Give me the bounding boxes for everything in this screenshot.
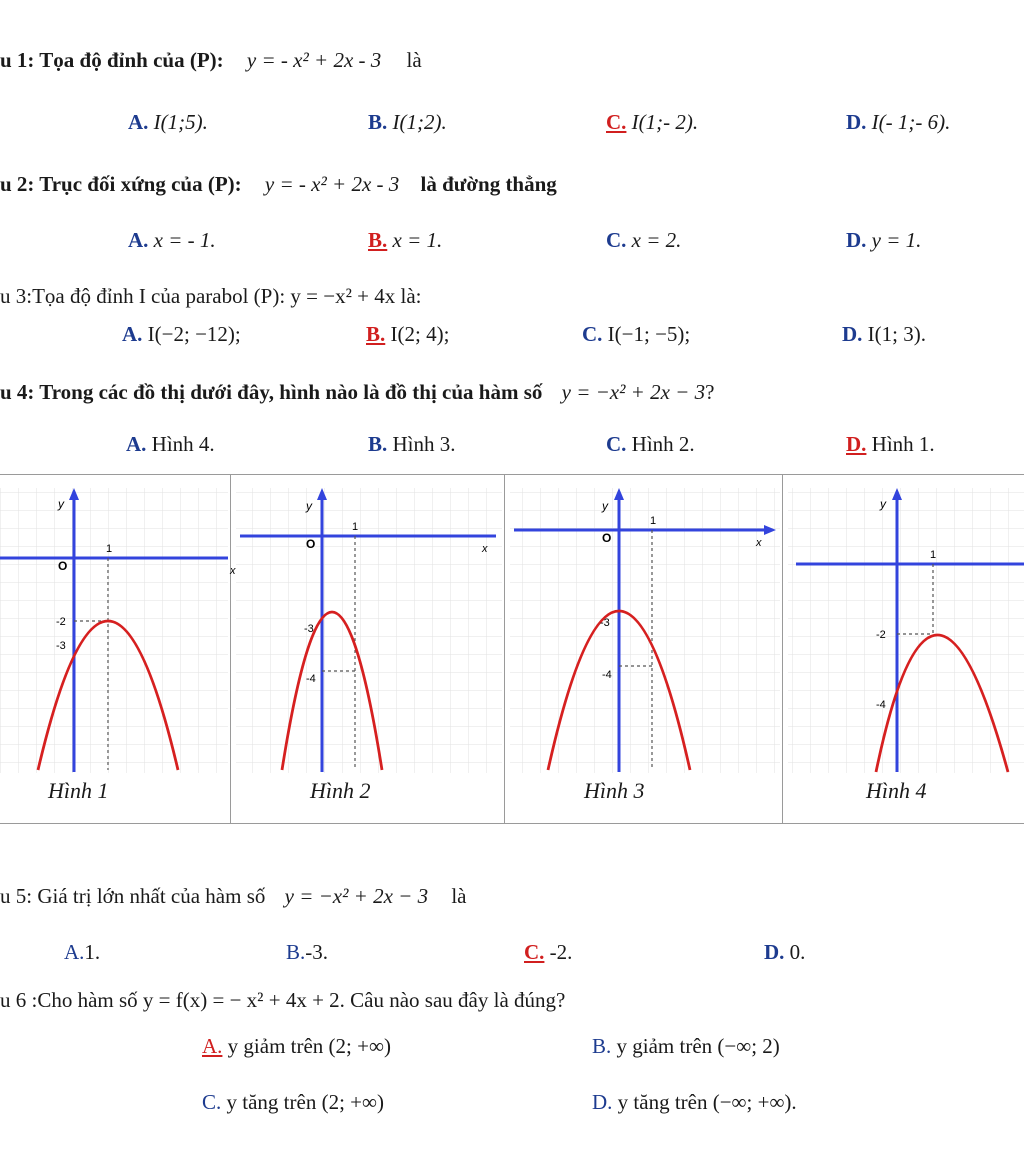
q5-answer-b-label: B. bbox=[286, 940, 306, 964]
q3-answer-c-label: C. bbox=[582, 322, 603, 346]
figure-3 bbox=[510, 488, 780, 773]
question-5-expression: y = −x² + 2x − 3 bbox=[284, 884, 429, 908]
q1-answer-a[interactable] bbox=[128, 110, 208, 135]
figure-2-y-label: y bbox=[306, 499, 312, 513]
figure-2 bbox=[236, 488, 502, 773]
q3-answer-b-label: B. bbox=[366, 322, 386, 346]
q4-answer-c[interactable] bbox=[606, 432, 695, 457]
question-5-tail: là bbox=[451, 884, 467, 908]
question-3-stem bbox=[0, 284, 422, 309]
figure-4-tick-neg4: -4 bbox=[876, 699, 886, 711]
q3-answer-a-label: A. bbox=[122, 322, 143, 346]
q3-answer-a-text: I(−2; −12); bbox=[147, 322, 241, 346]
q2-answer-a-label: A. bbox=[128, 228, 149, 252]
q5-answer-b[interactable] bbox=[286, 940, 328, 965]
question-2-tail: là đường thẳng bbox=[420, 172, 557, 196]
graph-panel bbox=[0, 474, 1024, 824]
figure-1-tick-neg2: -2 bbox=[56, 616, 66, 628]
q6-answer-c[interactable] bbox=[202, 1090, 384, 1115]
q4-answer-d-label: D. bbox=[846, 432, 867, 456]
q2-answer-b-label: B. bbox=[368, 228, 388, 252]
question-6-stem bbox=[0, 988, 565, 1013]
figure-2-origin: O bbox=[306, 537, 316, 551]
q5-answer-c-text: -2. bbox=[544, 940, 573, 964]
question-5-title: u 5: Giá trị lớn nhất của hàm số bbox=[0, 884, 266, 908]
figure-2-x-label: x bbox=[482, 543, 488, 555]
q5-answer-d-label: D. bbox=[764, 940, 785, 964]
q6-answer-b-label: B. bbox=[592, 1034, 612, 1058]
question-2-title: u 2: Trục đối xứng của (P): bbox=[0, 172, 242, 196]
graphs-svg bbox=[0, 474, 1024, 824]
q6-answer-a-text: y giảm trên (2; +∞) bbox=[222, 1034, 391, 1058]
q6-answer-b-text: y giảm trên (−∞; 2) bbox=[611, 1034, 780, 1058]
q5-answer-c[interactable] bbox=[524, 940, 572, 965]
q2-answer-d-text: y = 1. bbox=[871, 228, 922, 252]
q5-answer-b-text: -3. bbox=[305, 940, 329, 964]
q2-answer-b-text: x = 1. bbox=[392, 228, 443, 252]
q4-answer-b-text: Hình 3. bbox=[392, 432, 456, 456]
q6-answer-a[interactable] bbox=[202, 1034, 391, 1059]
figure-1 bbox=[0, 488, 236, 773]
figure-2-grid bbox=[236, 488, 502, 773]
q6-answer-d-label: D. bbox=[592, 1090, 613, 1114]
q6-answer-b[interactable] bbox=[592, 1034, 780, 1059]
q2-answer-c-label: C. bbox=[606, 228, 627, 252]
question-1-stem bbox=[0, 48, 422, 73]
question-3-title: u 3:Tọa độ đỉnh I của parabol (P): y = −x² + 4x là: bbox=[0, 284, 422, 308]
question-6-title: u 6 :Cho hàm số y = f(x) = − x² + 4x + 2. Câu nào sau đây là đúng? bbox=[0, 988, 566, 1012]
q4-answer-a-label: A. bbox=[126, 432, 147, 456]
question-2-expression: y = - x² + 2x - 3 bbox=[264, 172, 400, 196]
figure-2-tick-neg4: -4 bbox=[306, 673, 316, 685]
q6-answer-c-text: y tăng trên (2; +∞) bbox=[221, 1090, 384, 1114]
q6-answer-d-text: y tăng trên (−∞; +∞). bbox=[612, 1090, 797, 1114]
figure-3-tick-neg3: -3 bbox=[600, 617, 610, 629]
figure-4-caption: Hình 4 bbox=[866, 778, 927, 803]
figure-1-caption: Hình 1 bbox=[48, 778, 109, 803]
figure-2-tick-neg3: -3 bbox=[304, 623, 314, 635]
question-4-title: u 4: Trong các đồ thị dưới đây, hình nào là đồ thị của hàm số bbox=[0, 380, 543, 404]
q1-answer-d-text: I(- 1;- 6). bbox=[871, 110, 951, 134]
figure-3-x-label: x bbox=[756, 537, 762, 549]
q3-answer-d-text: I(1; 3). bbox=[867, 322, 926, 346]
figure-4 bbox=[788, 488, 1024, 773]
figure-1-tick-neg3: -3 bbox=[56, 640, 66, 652]
q5-answer-a[interactable] bbox=[64, 940, 100, 965]
q4-answer-c-label: C. bbox=[606, 432, 627, 456]
q2-answer-d[interactable] bbox=[846, 228, 921, 253]
figure-1-x-label: x bbox=[230, 565, 236, 577]
q2-answer-c[interactable] bbox=[606, 228, 681, 253]
figure-3-tick-1: 1 bbox=[650, 515, 657, 527]
q4-answer-b-label: B. bbox=[368, 432, 388, 456]
question-4-stem bbox=[0, 380, 714, 405]
q3-answer-a[interactable] bbox=[122, 322, 241, 347]
q1-answer-b-text: I(1;2). bbox=[392, 110, 447, 134]
q2-answer-c-text: x = 2. bbox=[631, 228, 682, 252]
q4-answer-c-text: Hình 2. bbox=[631, 432, 695, 456]
figure-2-caption: Hình 2 bbox=[310, 778, 371, 803]
figure-3-tick-neg4: -4 bbox=[602, 669, 612, 681]
q6-answer-a-label: A. bbox=[202, 1034, 223, 1058]
figure-1-y-label: y bbox=[58, 497, 64, 511]
q5-answer-a-text: 1. bbox=[84, 940, 101, 964]
figure-3-y-label: y bbox=[602, 499, 608, 513]
q1-answer-d[interactable] bbox=[846, 110, 950, 135]
q6-answer-c-label: C. bbox=[202, 1090, 222, 1114]
q6-answer-d[interactable] bbox=[592, 1090, 797, 1115]
figure-4-y-label: y bbox=[880, 497, 886, 511]
q3-answer-b-text: I(2; 4); bbox=[390, 322, 450, 346]
figure-4-grid bbox=[788, 488, 1024, 773]
question-4-expression: y = −x² + 2x − 3 bbox=[561, 380, 706, 404]
q1-answer-c-label: C. bbox=[606, 110, 627, 134]
figure-1-tick-1: 1 bbox=[106, 543, 113, 555]
q1-answer-c[interactable] bbox=[606, 110, 698, 135]
figure-1-origin: O bbox=[58, 559, 68, 573]
q4-answer-b[interactable] bbox=[368, 432, 456, 457]
q1-answer-a-label: A. bbox=[128, 110, 149, 134]
q4-answer-d[interactable] bbox=[846, 432, 935, 457]
q1-answer-a-text: I(1;5). bbox=[153, 110, 208, 134]
figure-4-tick-neg2: -2 bbox=[876, 629, 886, 641]
q2-answer-d-label: D. bbox=[846, 228, 867, 252]
q3-answer-d[interactable] bbox=[842, 322, 926, 347]
q4-answer-a[interactable] bbox=[126, 432, 215, 457]
question-1-expression: y = - x² + 2x - 3 bbox=[246, 48, 382, 72]
q2-answer-b[interactable] bbox=[368, 228, 442, 253]
q5-answer-a-label: A. bbox=[64, 940, 85, 964]
q1-answer-d-label: D. bbox=[846, 110, 867, 134]
question-1-title: u 1: Tọa độ đỉnh của (P): bbox=[0, 48, 224, 72]
q1-answer-c-text: I(1;- 2). bbox=[631, 110, 699, 134]
q3-answer-c-text: I(−1; −5); bbox=[607, 322, 691, 346]
q5-answer-d-text: 0. bbox=[784, 940, 806, 964]
q2-answer-a-text: x = - 1. bbox=[153, 228, 216, 252]
q3-answer-c[interactable] bbox=[582, 322, 690, 347]
figure-1-grid bbox=[0, 488, 228, 773]
question-2-stem bbox=[0, 172, 557, 197]
q3-answer-d-label: D. bbox=[842, 322, 863, 346]
q5-answer-c-label: C. bbox=[524, 940, 545, 964]
q3-answer-b[interactable] bbox=[366, 322, 449, 347]
q1-answer-b[interactable] bbox=[368, 110, 447, 135]
question-4-tail: ? bbox=[705, 380, 715, 404]
q2-answer-a[interactable] bbox=[128, 228, 216, 253]
q5-answer-d[interactable] bbox=[764, 940, 805, 965]
q1-answer-b-label: B. bbox=[368, 110, 388, 134]
question-5-stem bbox=[0, 884, 467, 909]
q4-answer-a-text: Hình 4. bbox=[151, 432, 215, 456]
q4-answer-d-text: Hình 1. bbox=[871, 432, 935, 456]
figure-2-tick-1: 1 bbox=[352, 521, 359, 533]
figure-3-origin: O bbox=[602, 531, 612, 545]
question-1-tail: là bbox=[406, 48, 422, 72]
figure-3-caption: Hình 3 bbox=[584, 778, 645, 803]
figure-4-tick-1: 1 bbox=[930, 549, 937, 561]
